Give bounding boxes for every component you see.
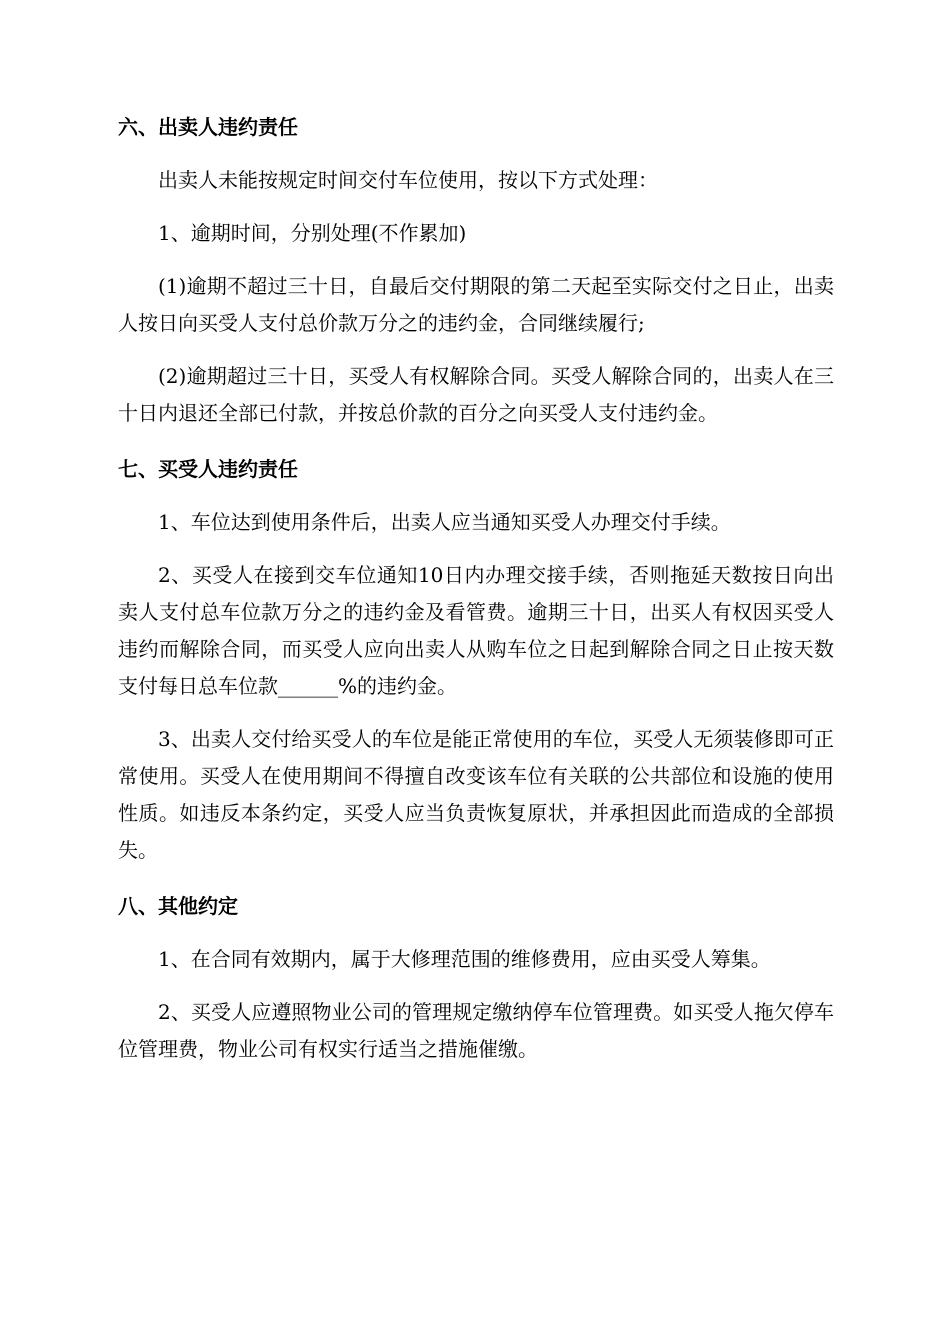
section-heading-other-terms: 八、其他约定 [118,894,238,918]
paragraph: 1、逾期时间，分别处理(不作累加) [158,221,467,245]
section-heading-breach-buyer: 七、买受人违约责任 [118,457,298,481]
paragraph: (1)逾期不超过三十日，自最后交付期限的第二天起至实际交付之日止，出卖人按日向买受人支付总价款万分之的违约金，合同继续履行; [118,274,834,335]
document-page [118,108,834,1084]
paragraph: 3、出卖人交付给买受人的车位是能正常使用的车位，买受人无须装修即可正常使用。买受人在使用期间不得擅自改变该车位有关联的公共部位和设施的使用性质。如违反本条约定，买受人应当负责恢复原状，并承担因此而造成的全部损失。 [118,727,834,862]
paragraph: 1、在合同有效期内，属于大修理范围的维修费用，应由买受人筹集。 [158,947,771,971]
paragraph: 出卖人未能按规定时间交付车位使用，按以下方式处理： [158,168,658,192]
paragraph: (2)逾期超过三十日，买受人有权解除合同。买受人解除合同的，出卖人在三十日内退还全部已付款，并按总价款的百分之向买受人支付违约金。 [118,364,834,425]
section-heading-breach-seller: 六、出卖人违约责任 [118,115,298,139]
paragraph: 2、买受人在接到交车位通知10日内办理交接手续，否则拖延天数按日向出卖人支付总车位款万分之的违约金及看管费。逾期三十日，出买人有权因买受人违约而解除合同，而买受人应向出卖人从购车位之日起到解除合同之日止按天数支付每日总车位款______%的违约金。 [118,563,834,698]
paragraph: 2、买受人应遵照物业公司的管理规定缴纳停车位管理费。如买受人拖欠停车位管理费，物业公司有权实行适当之措施催缴。 [118,1000,834,1061]
paragraph: 1、车位达到使用条件后，出卖人应当通知买受人办理交付手续。 [158,510,731,534]
